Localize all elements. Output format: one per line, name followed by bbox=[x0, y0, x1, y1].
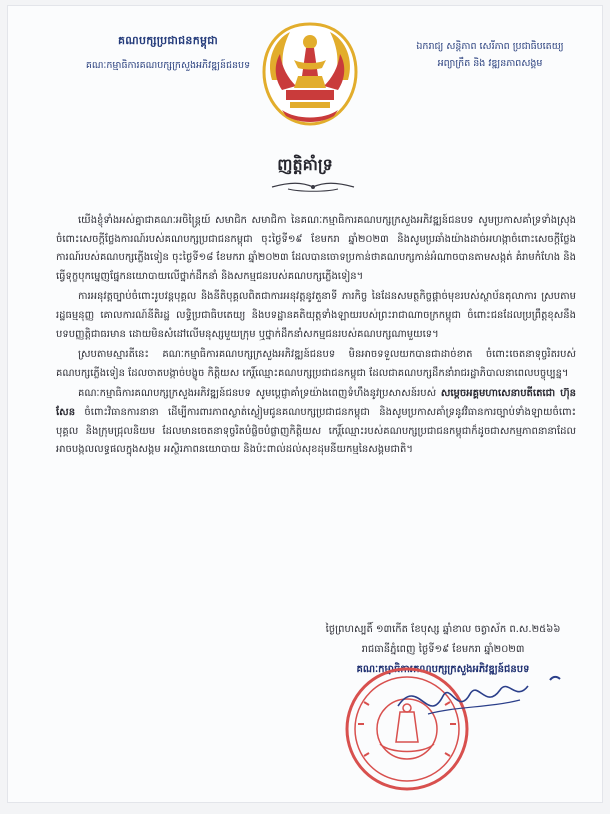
paragraph-1: យើងខ្ញុំទាំងអស់គ្នាជាគណៈអចិន្ត្រៃយ៍ សមាជិក សមាជិកា នៃគណៈកម្មាធិការគណបក្សក្រសួងអភិវឌ្ឍន៍ជនបទ សូមប្រកាសគាំទ្រទាំងស្រុងចំពោះសេចក្តីថ្លែងការណ៍របស់គណបក្សប្រជាជនកម្ពុជា ចុះថ្ងៃទី១៩ ខែមករា ឆ្នាំ២០២៣ និងសូមប្រឆាំងយ៉ាងដាច់អហង្កាចំពោះសេចក្តីថ្លែងការណ៍របស់គណបក្សភ្លើងទៀន ចុះថ្ងៃទី១៨ ខែមករា ឆ្នាំ២០២៣ ដែលបានចោទប្រកាន់ថាគណបក្សកាន់អំណាចបានតាមសង្កត់ គំរាមកំហែង និងធ្វើទុក្ខបុកម្នេញផ្នែកនយោបាយលើថ្នាក់ដឹកនាំ និងសកម្មជនរបស់គណបក្សភ្លើងទៀន។ bbox=[56, 215, 576, 282]
party-name: គណបក្សប្រជាជនកម្ពុជា bbox=[117, 34, 219, 47]
title-ornament-icon bbox=[270, 180, 356, 194]
paragraph-2: ការអនុវត្តច្បាប់ចំពោះរូបវន្តបុគ្គល និងនីតិបុគ្គលពិតជាការអនុវត្តនូវតួនាទី ភារកិច្ច នៃដែនសមត្ថកិច្ចផ្តាច់មុខរបស់ស្ថាប័នតុលាការ ស្របតាមរដ្ឋធម្មនុញ្ញ គោលការណ៍នីតិរដ្ឋ លទ្ធិប្រជាធិបតេយ្យ និងបទដ្ឋានគតិយុត្តទាំងឡាយរបស់ព្រះរាជាណាចក្រកម្ពុជា ចំពោះជនដែលប្រព្រឹត្តខុសនឹងបទបញ្ញត្តិជាធរមាន ដោយមិនសំដៅលើមនុស្សមួយក្រុម ឬថ្នាក់ដឹកនាំសកម្មជនរបស់គណបក្សណាមួយទេ។ bbox=[56, 291, 576, 340]
ink-mark bbox=[548, 674, 562, 682]
party-emblem-logo bbox=[260, 20, 360, 128]
handwritten-signature bbox=[388, 666, 538, 736]
party-header bbox=[68, 34, 268, 73]
lunar-date: ថ្ងៃព្រហស្បតិ៍ ១៣កើត ខែបុស្ស ឆ្នាំខាល ចត្វាស័ក ព.ស.២៥៦៦ bbox=[325, 624, 561, 635]
paragraph-4 bbox=[56, 385, 576, 459]
national-motto bbox=[390, 38, 590, 72]
document-page bbox=[8, 6, 602, 802]
petition-body bbox=[56, 212, 576, 462]
motto-line-1: ឯករាជ្យ សន្តិភាព សេរីភាព ប្រជាធិបតេយ្យ bbox=[416, 41, 564, 52]
leader-name: សម្តេចអគ្គមហាសេនាបតីតេជោ ហ៊ុន សែន bbox=[56, 388, 577, 418]
paragraph-3: ស្របតាមស្មារតីនេះ គណៈកម្មាធិការគណបក្សក្រសួងអភិវឌ្ឍន៍ជនបទ មិនអាចទទួលយកបានជាដាច់ខាត ចំពោះចេតនាទុច្ចរិតរបស់គណបក្សភ្លើងទៀន ដែលចាតបង្កាច់បង្ខូច កិត្តិយស កេរ្តិ៍ឈ្មោះគណបក្សប្រជាជនកម្ពុជា ដែលជាគណបក្សដឹកនាំរាជរដ្ឋាភិបាលនាពេលបច្ចុប្បន្ន។ bbox=[56, 349, 576, 379]
page-title: ញត្តិគាំទ្រ bbox=[277, 155, 333, 174]
paragraph-4-rest: ចំពោះវិធានការនានា ដើម្បីការពារភាពស្ងាត់ស្ងៀមជូនគណបក្សប្រជាជនកម្ពុជា និងសូមប្រកាសគាំទ្រនូវវិធានការច្បាប់ទាំងឡាយចំពោះបុគ្គល និងក្រុមជ្រុលនិយម ដែលមានចេតនាទុច្ចរិតបំផ្លិចបំផ្លាញកិត្តិយស កេរ្តិ៍ឈ្មោះរបស់គណបក្សប្រជាជនកម្ពុជាក៏ដូចជាសកម្មភាពនានាដែលអាចបង្កលលទ្ធផលក្នុងសង្គម អស្ថិរភាពនយោបាយ និងប៉ះពាល់ដល់សុខដុមនីយកម្មនៃសង្គមជាតិ។ bbox=[56, 406, 576, 456]
paragraph-4-lead: គណៈកម្មាធិការគណបក្សក្រសួងអភិវឌ្ឍន៍ជនបទ សូមប្តេជ្ញាគាំទ្រយ៉ាងពេញទំហឹងនូវប្រសាសន៍របស់ bbox=[78, 388, 437, 400]
committee-name: គណៈកម្មាធិការគណបក្សក្រសួងអភិវឌ្ឍន៍ជនបទ bbox=[85, 60, 251, 71]
signatory-name: គណៈកម្មាធិការគណបក្សក្រសួងអភិវឌ្ឍន៍ជនបទ bbox=[356, 664, 530, 675]
motto-line-2: អព្យាក្រឹត និង វឌ្ឍនភាពសង្គម bbox=[437, 58, 543, 69]
solar-date: រាជធានីភ្នំពេញ ថ្ងៃទី១៩ ខែមករា ឆ្នាំ២០២៣ bbox=[361, 644, 525, 655]
